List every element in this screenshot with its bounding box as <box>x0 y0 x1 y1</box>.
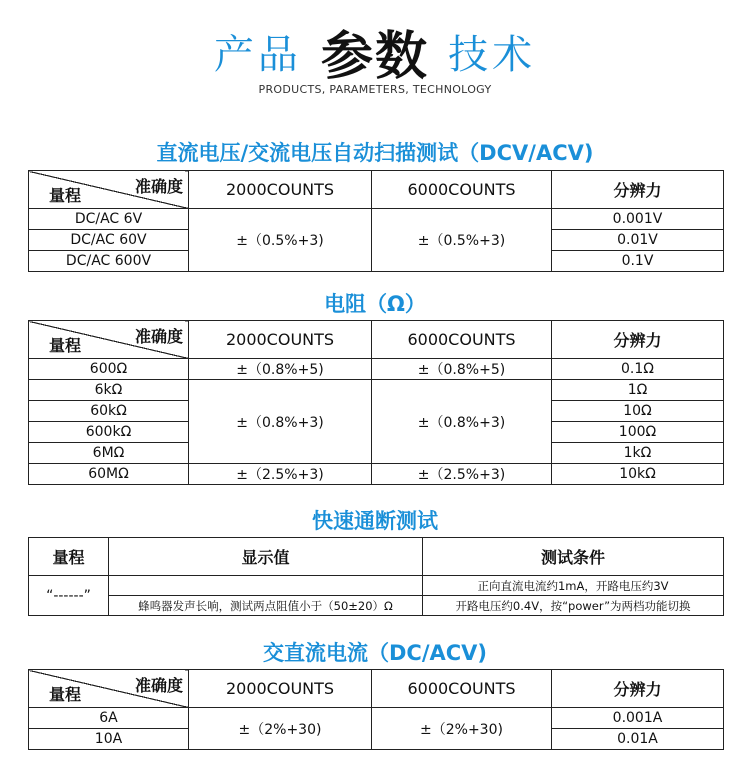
resolution-cell: 10kΩ <box>552 464 724 485</box>
range-label: 量程 <box>49 685 82 704</box>
resolution-cell: 1Ω <box>552 380 724 401</box>
accuracy-6000-cell: ±（0.8%+3) <box>372 380 552 464</box>
table-row <box>29 596 724 616</box>
table-row <box>29 576 724 596</box>
res-section-title: 电阻（Ω） <box>324 292 426 316</box>
range-cell: 6A <box>29 708 189 729</box>
dcv-diag-header <box>29 171 189 209</box>
table-row <box>29 359 724 380</box>
resolution-cell: 0.01V <box>552 230 724 251</box>
dcv-section-title: 直流电压/交流电压自动扫描测试（DCV/ACV) <box>156 141 594 165</box>
title-mid: 参数 <box>320 27 429 87</box>
counts-2000-header: 2000COUNTS <box>189 321 372 359</box>
resolution-cell: 0.1Ω <box>552 359 724 380</box>
accuracy-6000-cell: ±（2%+30) <box>372 708 552 750</box>
dcv-table <box>28 170 724 272</box>
counts-6000-header: 6000COUNTS <box>372 171 552 209</box>
res-table <box>28 320 724 485</box>
resolution-header: 分辨力 <box>552 321 724 359</box>
page-title <box>0 14 750 89</box>
condition-cell: 开路电压约0.4V，按“power”为两档功能切换 <box>423 596 724 616</box>
cont-header-row <box>29 538 724 576</box>
accuracy-label: 准确度 <box>134 177 183 196</box>
accuracy-6000-cell: ±（2.5%+3) <box>372 464 552 485</box>
cur-diag-header <box>29 670 189 708</box>
page-subtitle: PRODUCTS, PARAMETERS, TECHNOLOGY <box>258 83 492 96</box>
accuracy-label: 准确度 <box>134 676 183 695</box>
res-header-row <box>29 321 724 359</box>
range-cell: “------” <box>29 576 109 616</box>
counts-6000-header: 6000COUNTS <box>372 321 552 359</box>
table-row <box>29 209 724 230</box>
resolution-cell: 1kΩ <box>552 443 724 464</box>
range-cell: 60kΩ <box>29 401 189 422</box>
range-header: 量程 <box>29 538 109 576</box>
accuracy-6000-cell: ±（0.5%+3) <box>372 209 552 272</box>
accuracy-6000-cell: ±（0.8%+5) <box>372 359 552 380</box>
accuracy-2000-cell: ±（2.5%+3) <box>189 464 372 485</box>
cur-header-row <box>29 670 724 708</box>
accuracy-2000-cell: ±（0.8%+3) <box>189 380 372 464</box>
range-cell: 10A <box>29 729 189 750</box>
resolution-cell: 100Ω <box>552 422 724 443</box>
display-cell-empty <box>109 576 423 596</box>
resolution-cell: 0.01A <box>552 729 724 750</box>
resolution-header: 分辨力 <box>552 171 724 209</box>
condition-cell: 正向直流电流约1mA，开路电压约3V <box>423 576 724 596</box>
res-diag-header <box>29 321 189 359</box>
range-label: 量程 <box>49 336 82 355</box>
cur-section-title: 交直流电流（DC/ACV) <box>262 641 488 665</box>
resolution-cell: 0.001V <box>552 209 724 230</box>
counts-2000-header: 2000COUNTS <box>189 670 372 708</box>
range-cell: 60MΩ <box>29 464 189 485</box>
table-row <box>29 464 724 485</box>
accuracy-2000-cell: ±（2%+30) <box>189 708 372 750</box>
accuracy-2000-cell: ±（0.8%+5) <box>189 359 372 380</box>
range-cell: 600kΩ <box>29 422 189 443</box>
range-cell: DC/AC 60V <box>29 230 189 251</box>
cur-table <box>28 669 724 750</box>
resolution-cell: 0.1V <box>552 251 724 272</box>
accuracy-label: 准确度 <box>134 327 183 346</box>
display-header: 显示值 <box>109 538 423 576</box>
counts-2000-header: 2000COUNTS <box>189 171 372 209</box>
cont-table <box>28 537 724 616</box>
dcv-header-row <box>29 171 724 209</box>
range-cell: 6kΩ <box>29 380 189 401</box>
resolution-header: 分辨力 <box>552 670 724 708</box>
resolution-cell: 0.001A <box>552 708 724 729</box>
range-label: 量程 <box>49 186 82 205</box>
display-cell: 蜂鸣器发声长响，测试两点阻值小于（50±20）Ω <box>109 596 423 616</box>
condition-header: 测试条件 <box>423 538 724 576</box>
range-cell: DC/AC 600V <box>29 251 189 272</box>
range-cell: 600Ω <box>29 359 189 380</box>
resolution-cell: 10Ω <box>552 401 724 422</box>
title-right: 技术 <box>448 32 537 78</box>
range-cell: DC/AC 6V <box>29 209 189 230</box>
table-row <box>29 380 724 401</box>
table-row <box>29 708 724 729</box>
range-cell: 6MΩ <box>29 443 189 464</box>
title-left: 产品 <box>213 32 302 78</box>
cont-section-title: 快速通断测试 <box>312 509 438 533</box>
counts-6000-header: 6000COUNTS <box>372 670 552 708</box>
accuracy-2000-cell: ±（0.5%+3) <box>189 209 372 272</box>
